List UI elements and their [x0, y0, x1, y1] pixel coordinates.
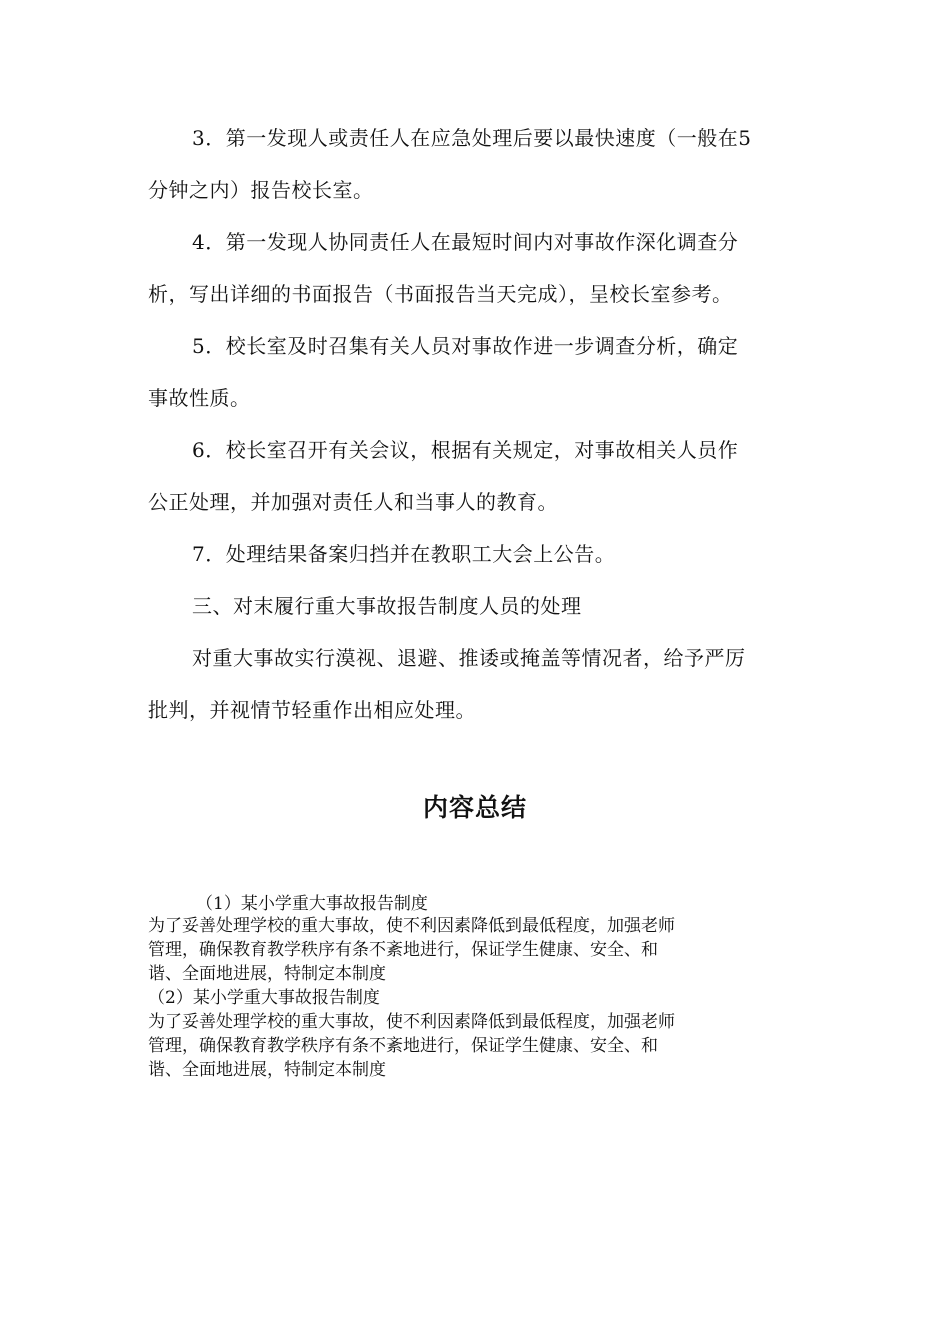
summary-entry-1-line-1: 为了妥善处理学校的重大事故，使不利因素降低到最低程度，加强老师	[148, 916, 675, 936]
summary-title: 内容总结	[422, 793, 527, 822]
item-5-line-2: 事故性质。	[148, 386, 251, 410]
item-7-line-1: 7．处理结果备案归挡并在教职工大会上公告。	[192, 542, 616, 566]
summary-entry-1-line-3: 谐、全面地进展，特制定本制度	[148, 964, 386, 984]
section-3-line-2: 批判，并视情节轻重作出相应处理。	[148, 698, 476, 722]
section-3-heading: 三、对末履行重大事故报告制度人员的处理	[192, 594, 582, 618]
summary-entry-2-line-3: 谐、全面地进展，特制定本制度	[148, 1060, 386, 1080]
summary-entry-1-line-2: 管理，确保教育教学秩序有条不紊地进行，保证学生健康、安全、和	[148, 940, 658, 960]
item-6-line-2: 公正处理，并加强对责任人和当事人的教育。	[148, 490, 558, 514]
item-5-line-1: 5．校长室及时召集有关人员对事故作进一步调查分析，确定	[192, 334, 739, 358]
item-4-line-1: 4．第一发现人协同责任人在最短时间内对事故作深化调查分	[192, 230, 739, 254]
item-6-line-1: 6．校长室召开有关会议，根据有关规定，对事故相关人员作	[192, 438, 739, 462]
item-3-line-1: 3．第一发现人或责任人在应急处理后要以最快速度（一般在5	[192, 126, 752, 150]
summary-entry-2-line-2: 管理，确保教育教学秩序有条不紊地进行，保证学生健康、安全、和	[148, 1036, 658, 1056]
item-4-line-2: 析，写出详细的书面报告（书面报告当天完成），呈校长室参考。	[148, 282, 733, 306]
section-3-line-1: 对重大事故实行漠视、退避、推诿或掩盖等情况者，给予严厉	[192, 646, 746, 670]
summary-entry-2-heading: （2）某小学重大事故报告制度	[148, 988, 380, 1008]
summary-entry-2-line-1: 为了妥善处理学校的重大事故，使不利因素降低到最低程度，加强老师	[148, 1012, 675, 1032]
summary-entry-1-heading: （1）某小学重大事故报告制度	[196, 894, 428, 914]
item-3-line-2: 分钟之内）报告校长室。	[148, 178, 374, 202]
